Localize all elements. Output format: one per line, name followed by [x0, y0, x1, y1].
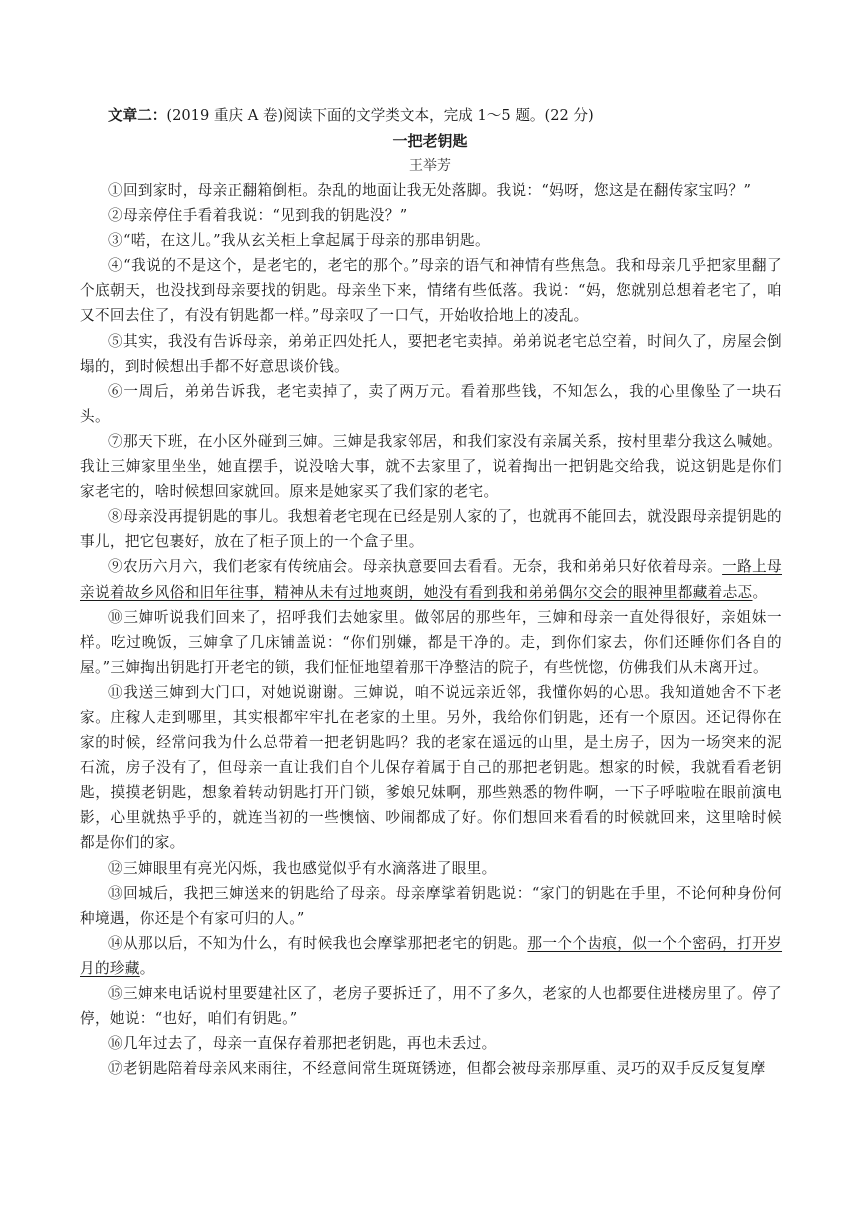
paragraph-text: ⑧母亲没再提钥匙的事儿。我想着老宅现在已经是别人家的了，也就再不能回去，就没跟母亲提钥匙的事儿，把它包裹好，放在了柜子顶上的一个盒子里。 — [80, 508, 782, 551]
paragraph — [80, 605, 782, 680]
paragraph — [80, 329, 782, 379]
paragraph — [80, 504, 782, 554]
paragraph — [80, 203, 782, 228]
paragraph-text: ⑦那天下班，在小区外碰到三婶。三婶是我家邻居，和我们家没有亲属关系，按村里辈分我这么喊她。我让三婶家里坐坐，她直摆手，说没啥大事，就不去家里了，说着掏出一把钥匙交给我，说这钥匙是你们家老宅的，啥时候想回家就回。原来是她家买了我们家的老宅。 — [80, 432, 782, 501]
paragraph — [80, 856, 782, 881]
paragraph-text: ①回到家时，母亲正翻箱倒柜。杂乱的地面让我无处落脚。我说：“妈呀，您这是在翻传家宝吗？” — [108, 182, 752, 199]
paragraph — [80, 680, 782, 856]
paragraph — [80, 379, 782, 429]
paragraph — [80, 253, 782, 328]
paragraph-text: ⑪我送三婶到大门口，对她说谢谢。三婶说，咱不说远亲近邻，我懂你妈的心思。我知道她舍不下老家。庄稼人走到哪里，其实根都牢牢扎在老家的土里。另外，我给你们钥匙，还有一个原因。还记得你在家的时候，经常问我为什么总带着一把老钥匙吗？我的老家在遥远的山里，是土房子，因为一场突来的泥石流，房子没有了，但母亲一直让我们自个儿保存着属于自己的那把老钥匙。想家的时候，我就看看老钥匙，摸摸老钥匙，想象着转动钥匙打开门锁，爹娘兄妹啊，那些熟悉的物件啊，一下子呼啦啦在眼前演电影，心里就热乎乎的，就连当初的一些懊恼、吵闹都成了好。你们想回来看看的时候就回来，这里啥时候都是你们的家。 — [80, 683, 782, 852]
paragraph — [80, 1056, 782, 1081]
paragraph-text: ⑫三婶眼里有亮光闪烁，我也感觉似乎有水滴落进了眼里。 — [108, 859, 497, 877]
paragraph — [80, 228, 782, 253]
question-instructions: (2019 重庆 A 卷)阅读下面的文学类文本，完成 1～5 题。(22 分) — [166, 107, 594, 124]
article-author: 王举芳 — [409, 158, 451, 174]
paragraph — [80, 881, 782, 931]
paragraph-text: ③“喏，在这儿。”我从玄关柜上拿起属于母亲的那串钥匙。 — [108, 232, 490, 250]
paragraph-text: ②母亲停住手看着我说：“见到我的钥匙没？” — [108, 207, 408, 225]
paragraph-text: 。 — [139, 959, 155, 977]
paragraph-text: ⑩三婶听说我们回来了，招呼我们去她家里。做邻居的那些年，三婶和母亲一直处得很好，亲姐妹一样。吃过晚饭，三婶拿了几床铺盖说：“你们别嫌，都是干净的。走，到你们家去，你们还睡你们各自的屋。”三婶掏出钥匙打开老宅的锁，我们怔怔地望着那干净整洁的院子，有些恍惚，仿佛我们从未离开过。 — [80, 608, 782, 676]
paragraph-text: ⑮三婶来电话说村里要建社区了，老房子要拆迁了，用不了多久，老家的人也都要住进楼房里了。停了停，她说：“也好，咱们有钥匙。” — [80, 985, 782, 1028]
paragraph — [80, 1031, 782, 1056]
paragraph-text: ⑭从那以后，不知为什么，有时候我也会摩挲那把老宅的钥匙。 — [108, 934, 528, 952]
article-body — [80, 178, 782, 1081]
paragraph — [80, 981, 782, 1031]
paragraph-text: ④“我说的不是这个，是老宅的，老宅的那个。”母亲的语气和神情有些焦急。我和母亲几乎把家里翻了个底朝天，也没找到母亲要找的钥匙。母亲坐下来，情绪有些低落。我说：“妈，您就别总想着老宅了，咱又不回去住了，有没有钥匙都一样。”母亲叹了一口气，开始收拾地上的凌乱。 — [80, 257, 782, 325]
paragraph-text: ⑨农历六月六，我们老家有传统庙会。母亲执意要回去看看。无奈，我和弟弟只好依着母亲。 — [108, 558, 723, 576]
underlined-text: 那一个个齿痕，似一个个密码，打开岁月的珍藏 — [80, 934, 783, 977]
article-title: 一把老钥匙 — [392, 132, 468, 150]
paragraph-text: ⑯几年过去了，母亲一直保存着那把老钥匙，再也未丢过。 — [108, 1035, 497, 1053]
paragraph-text: ⑬回城后，我把三婶送来的钥匙给了母亲。母亲摩挲着钥匙说：“家门的钥匙在手里，不论何种身份何种境遇，你还是个有家可归的人。” — [80, 884, 782, 927]
paragraph-text: ⑥一周后，弟弟告诉我，老宅卖掉了，卖了两万元。看着那些钱，不知怎么，我的心里像坠了一块石头。 — [80, 382, 782, 425]
paragraph — [80, 554, 782, 604]
underlined-text: 一路上母亲说着故乡风俗和旧年往事，精神从未有过地爽朗，她没有看到我和弟弟偶尔交会的眼神里都藏着忐忑 — [80, 558, 782, 601]
paragraph — [80, 931, 782, 981]
paragraph — [80, 178, 782, 203]
paragraph-text: ⑤其实，我没有告诉母亲，弟弟正四处托人，要把老宅卖掉。弟弟说老宅总空着，时间久了，房屋会倒塌的，到时候想出手都不好意思谈价钱。 — [80, 332, 782, 375]
paragraph-text: 。 — [752, 583, 768, 601]
section-label: 文章二： — [108, 107, 167, 124]
paragraph-text: ⑰老钥匙陪着母亲风来雨往，不经意间常生斑斑锈迹，但都会被母亲那厚重、灵巧的双手反反复复摩 — [108, 1060, 766, 1078]
question-header — [108, 106, 808, 126]
paragraph — [80, 429, 782, 504]
